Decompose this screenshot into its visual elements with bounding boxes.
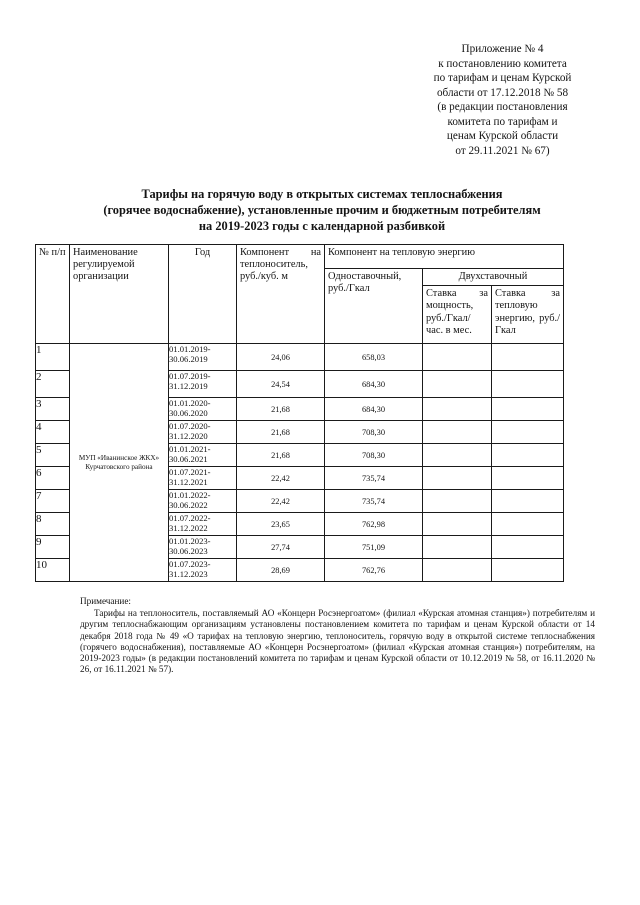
note-title: Примечание: (80, 596, 131, 606)
row-number: 1 (36, 344, 70, 371)
period-cell (169, 490, 237, 513)
period-line: 31.12.2023 (169, 569, 208, 580)
period-line: 01.01.2023- (169, 536, 211, 547)
period-cell (169, 513, 237, 536)
period-line: 31.12.2020 (169, 431, 208, 442)
thermal-rate-cell (492, 536, 564, 559)
carrier-value: 24,06 (237, 344, 325, 371)
period-cell (169, 371, 237, 398)
period-line: 31.12.2019 (169, 381, 208, 392)
carrier-value: 22,42 (237, 490, 325, 513)
period-line: 30.06.2023 (169, 546, 208, 557)
thermal-rate-cell (492, 371, 564, 398)
single-rate-value: 762,98 (325, 513, 423, 536)
thermal-rate-cell (492, 444, 564, 467)
appendix-header (410, 42, 595, 158)
header-single: Одноставочный, руб./Гкал (325, 269, 423, 344)
title-line: Тарифы на горячую воду в открытых системах теплоснабжения (141, 187, 503, 201)
carrier-value: 21,68 (237, 444, 325, 467)
appendix-line: к постановлению комитета (438, 57, 567, 70)
carrier-value: 23,65 (237, 513, 325, 536)
table-header (36, 245, 564, 344)
appendix-line: по тарифам и ценам Курской (433, 72, 572, 84)
header-energy: Компонент на тепловую энергию (325, 245, 564, 269)
power-rate-cell (423, 444, 492, 467)
row-number: 2 (36, 371, 70, 398)
appendix-line: (в редакции постановления (437, 101, 568, 113)
period-line: 01.07.2019- (169, 371, 211, 382)
thermal-rate-cell (492, 490, 564, 513)
power-rate-cell (423, 559, 492, 582)
period-line: 01.07.2023- (169, 559, 211, 570)
single-rate-value: 684,30 (325, 371, 423, 398)
header-year: Год (169, 245, 237, 344)
period-line: 30.06.2021 (169, 454, 208, 465)
thermal-rate-cell (492, 559, 564, 582)
period-line: 01.07.2021- (169, 467, 211, 478)
single-rate-value: 708,30 (325, 421, 423, 444)
row-number: 4 (36, 421, 70, 444)
tariffs-table (35, 244, 564, 582)
period-line: 01.01.2019- (169, 344, 211, 355)
period-cell (169, 344, 237, 371)
single-rate-value: 658,03 (325, 344, 423, 371)
carrier-value: 24,54 (237, 371, 325, 398)
appendix-line: комитета по тарифам и (447, 115, 558, 128)
period-cell (169, 559, 237, 582)
period-line: 01.01.2021- (169, 444, 211, 455)
appendix-line: Приложение № 4 (461, 43, 544, 55)
row-number: 9 (36, 536, 70, 559)
period-cell (169, 536, 237, 559)
table-body (36, 344, 564, 582)
period-line: 01.01.2022- (169, 490, 211, 501)
thermal-rate-cell (492, 513, 564, 536)
row-number: 8 (36, 513, 70, 536)
period-line: 31.12.2021 (169, 477, 208, 488)
header-num: № п/п (36, 245, 70, 344)
thermal-rate-cell (492, 398, 564, 421)
organization-name: МУП «Иванинское ЖКХ» Курчатовского района (70, 344, 169, 582)
period-line: 01.07.2020- (169, 421, 211, 432)
row-number: 10 (36, 559, 70, 582)
table-row (36, 344, 564, 371)
power-rate-cell (423, 371, 492, 398)
power-rate-cell (423, 344, 492, 371)
row-number: 5 (36, 444, 70, 467)
thermal-rate-cell (492, 421, 564, 444)
header-org: Наименование регулируемой организации (70, 245, 169, 344)
carrier-value: 21,68 (237, 398, 325, 421)
period-line: 30.06.2020 (169, 408, 208, 419)
document-title (48, 187, 596, 234)
carrier-value: 21,68 (237, 421, 325, 444)
power-rate-cell (423, 536, 492, 559)
header-double: Двухставочный (423, 269, 564, 286)
header-carrier: Компонент на теплоноситель, руб./куб. м (237, 245, 325, 344)
title-line: на 2019-2023 годы с календарной разбивкой (198, 218, 446, 233)
carrier-value: 28,69 (237, 559, 325, 582)
header-thermal: Ставка за тепловую энергию, руб./Гкал (492, 286, 564, 344)
power-rate-cell (423, 398, 492, 421)
header-power: Ставка за мощность, руб./Гкал/ час. в мес. (423, 286, 492, 344)
carrier-value: 22,42 (237, 467, 325, 490)
appendix-line: области от 17.12.2018 № 58 (436, 86, 569, 99)
single-rate-value: 735,74 (325, 467, 423, 490)
period-cell (169, 398, 237, 421)
period-cell (169, 444, 237, 467)
single-rate-value: 735,74 (325, 490, 423, 513)
single-rate-value: 751,09 (325, 536, 423, 559)
appendix-line: ценам Курской области (446, 130, 559, 142)
power-rate-cell (423, 513, 492, 536)
power-rate-cell (423, 467, 492, 490)
carrier-value: 27,74 (237, 536, 325, 559)
period-line: 01.01.2020- (169, 398, 211, 409)
row-number: 3 (36, 398, 70, 421)
title-line: (горячее водоснабжение), установленные прочим и бюджетным потребителям (103, 202, 541, 217)
row-number: 6 (36, 467, 70, 490)
thermal-rate-cell (492, 344, 564, 371)
row-number: 7 (36, 490, 70, 513)
period-line: 30.06.2019 (169, 354, 208, 365)
power-rate-cell (423, 490, 492, 513)
single-rate-value: 684,30 (325, 398, 423, 421)
period-line: 01.07.2022- (169, 513, 211, 524)
period-cell (169, 421, 237, 444)
note-text: Тарифы на теплоноситель, поставляемый АО «Концерн Росэнергоатом» (филиал «Курская атомная станция») потребителям и другим теплоснабжающим организациям установлены постановлением комитета по тарифам и ценам Курской области от 14 декабря 2018 года № 49 «О тарифах на тепловую энергию, теплоноситель, горячую воду в открытой системе теплоснабжения (горячего водоснабжения), поставляемые АО «Концерн Росэнергоатом» (филиал «Курская атомная станция») потребителям, на 2019-2023 годы» (в редакции постановлений комитета по тарифам и ценам Курской области от 10.12.2019 № 58, от 16.11.2020 № 26, от 16.11.2021 № 57). (80, 608, 595, 675)
period-line: 31.12.2022 (169, 523, 208, 534)
period-line: 30.06.2022 (169, 500, 208, 511)
note (80, 596, 595, 675)
power-rate-cell (423, 421, 492, 444)
single-rate-value: 708,30 (325, 444, 423, 467)
thermal-rate-cell (492, 467, 564, 490)
period-cell (169, 467, 237, 490)
single-rate-value: 762,76 (325, 559, 423, 582)
appendix-line: от 29.11.2021 № 67) (455, 144, 550, 157)
